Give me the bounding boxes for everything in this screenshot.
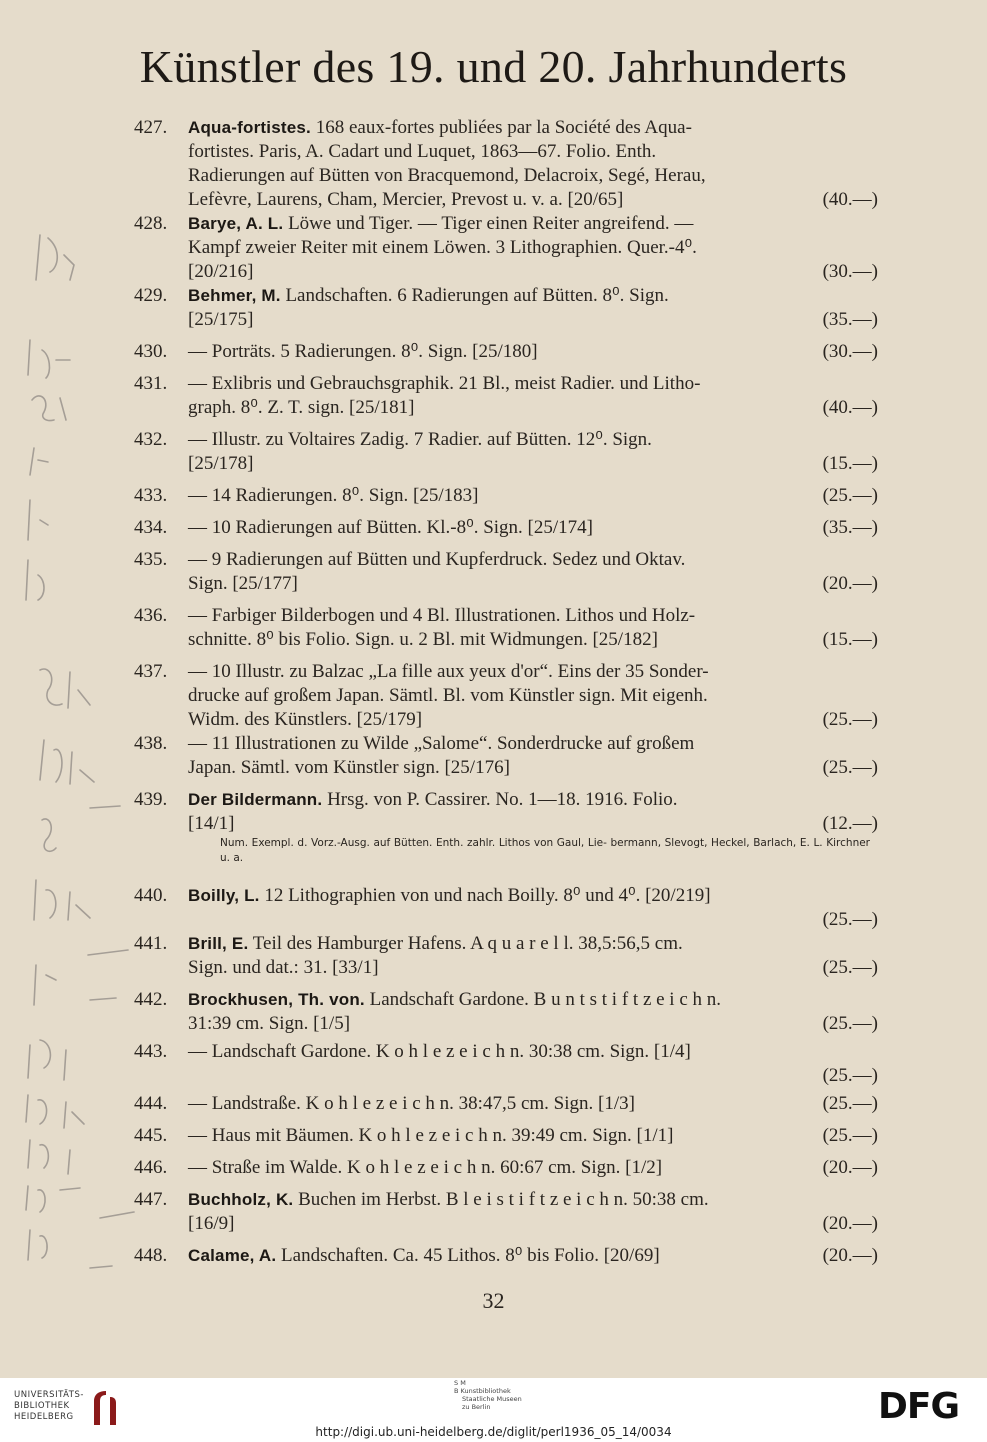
entry-number: 440. [134, 885, 168, 906]
description-text: 168 eaux-fortes publiées par la Société des Aqua- [310, 117, 692, 138]
entry-body [188, 1156, 878, 1180]
entry-line [188, 684, 878, 708]
entry-number: 428. [134, 213, 168, 234]
entry-line [188, 628, 878, 652]
entry-line-text [188, 604, 695, 628]
entry-line-text [188, 452, 253, 476]
entry-line [188, 284, 878, 308]
entry-number: 435. [134, 549, 168, 570]
artist-name: Der Bildermann. [188, 790, 323, 809]
entry-body [188, 1244, 878, 1268]
entry-line-text [188, 788, 678, 812]
library-name-line-2: BIBLIOTHEK [14, 1401, 70, 1411]
library-name-line-3: HEIDELBERG [14, 1412, 74, 1422]
description-text: — Landstraße. K o h l e z e i c h n. 38:47,5 cm. Sign. [1/3] [188, 1093, 635, 1114]
museum-stamp [440, 1379, 560, 1411]
entry-number: 437. [134, 661, 168, 682]
entry-body [188, 548, 878, 596]
entry-body [188, 660, 878, 732]
artist-name: Buchholz, K. [188, 1190, 294, 1209]
description-text: Kampf zweier Reiter mit einem Löwen. 3 Lithographien. Quer.-4⁰. [188, 237, 697, 258]
entry-number: 432. [134, 429, 168, 450]
description-text: — Straße im Walde. K o h l e z e i c h n. 60:67 cm. Sign. [1/2] [188, 1157, 663, 1178]
entry-price: (20.—) [822, 1157, 878, 1178]
entry-line-text [188, 1156, 662, 1180]
description-text: — 10 Radierungen auf Bütten. Kl.-8⁰. Sign. [25/174] [188, 517, 593, 538]
description-text: [16/9] [188, 1213, 235, 1234]
description-text: Landschaften. 6 Radierungen auf Bütten. 8⁰. Sign. [280, 285, 669, 306]
description-text: 31:39 cm. Sign. [1/5] [188, 1013, 351, 1034]
artist-name: Behmer, M. [188, 286, 281, 305]
entry-body [188, 116, 878, 212]
entry-line-text [188, 236, 697, 260]
page-number: 32 [482, 1288, 505, 1313]
entry-line-text [188, 1212, 234, 1236]
entry-price: (25.—) [822, 909, 878, 930]
entry-body [188, 428, 878, 476]
entry-line-text [188, 1244, 660, 1268]
entry-line [188, 340, 878, 364]
entry-price: (25.—) [822, 1093, 878, 1114]
description-text: [14/1] [188, 813, 235, 834]
entry-price: (25.—) [822, 1125, 878, 1146]
entry-line-text [188, 164, 706, 188]
entry-line [188, 428, 878, 452]
entry-line-text [188, 340, 538, 364]
entry-line-text [188, 732, 694, 756]
entry-price: (25.—) [822, 957, 878, 978]
entry-line [188, 484, 878, 508]
artist-name: Barye, A. L. [188, 214, 284, 233]
entry-line-text [188, 684, 708, 708]
entry-line [188, 372, 878, 396]
entry-line [188, 452, 878, 476]
stamp-line-4: zu Berlin [462, 1403, 491, 1411]
description-text: Löwe und Tiger. — Tiger einen Reiter angreifend. — [283, 213, 694, 234]
entry-body [188, 1092, 878, 1116]
entry-line [188, 1012, 878, 1036]
artist-name: Boilly, L. [188, 886, 260, 905]
entry-line-text [188, 628, 658, 652]
entry-number: 445. [134, 1125, 168, 1146]
description-text: Japan. Sämtl. vom Künstler sign. [25/176] [188, 757, 510, 778]
description-text: Landschaft Gardone. B u n t s t i f t z e i c h n. [364, 989, 722, 1010]
description-text: [25/178] [188, 453, 254, 474]
entry-line-text [188, 260, 253, 284]
entry-number: 448. [134, 1245, 168, 1266]
entry-line-text [188, 188, 623, 212]
entry-line [188, 116, 878, 140]
entry-line-text [188, 396, 414, 420]
entry-line [188, 884, 878, 908]
description-text: Sign. und dat.: 31. [33/1] [188, 957, 379, 978]
entry-body [188, 604, 878, 652]
description-text: Landschaften. Ca. 45 Lithos. 8⁰ bis Folio. [20/69] [276, 1245, 660, 1266]
entry-line-text [188, 756, 510, 780]
entry-line-text [188, 1124, 673, 1148]
entry-line-text [188, 884, 711, 908]
entry-price: (12.—) [822, 813, 878, 834]
description-text: 12 Lithographien von und nach Boilly. 8⁰ und 4⁰. [20/219] [259, 885, 711, 906]
entry-line [188, 604, 878, 628]
entry-body [188, 212, 878, 284]
artist-name: Aqua-fortistes. [188, 118, 311, 137]
entry-price: (15.—) [822, 453, 878, 474]
entry-price: (25.—) [822, 485, 878, 506]
entry-line-text [188, 812, 234, 836]
artist-name: Calame, A. [188, 1246, 277, 1265]
entry-line [188, 308, 878, 332]
entry-line-text [188, 116, 692, 140]
entry-line-text [188, 1012, 350, 1036]
entry-number: 430. [134, 341, 168, 362]
entry-line [188, 516, 878, 540]
entry-body [188, 372, 878, 420]
entry-line [188, 956, 878, 980]
entry-number: 429. [134, 285, 168, 306]
source-url-link[interactable]: http://digi.ub.uni-heidelberg.de/diglit/perl1936_05_14/0034 [315, 1425, 672, 1439]
description-text: — 14 Radierungen. 8⁰. Sign. [25/183] [188, 485, 479, 506]
entry-body [188, 1124, 878, 1148]
description-text: graph. 8⁰. Z. T. sign. [25/181] [188, 397, 415, 418]
description-text: Radierungen auf Bütten von Bracquemond, Delacroix, Segé, Herau, [188, 165, 706, 186]
entry-body [188, 484, 878, 508]
entry-line [188, 1244, 878, 1268]
entry-line [188, 212, 878, 236]
entry-line-text [188, 516, 593, 540]
entry-line-text [188, 988, 721, 1012]
entry-price: (35.—) [822, 517, 878, 538]
entry-line-text [188, 956, 379, 980]
description-text: — Landschaft Gardone. K o h l e z e i c h n. 30:38 cm. Sign. [1/4] [188, 1041, 691, 1062]
entry-number: 438. [134, 733, 168, 754]
description-text: Lefèvre, Laurens, Cham, Mercier, Prevost u. v. a. [20/65] [188, 189, 624, 210]
description-text: — Illustr. zu Voltaires Zadig. 7 Radier. auf Bütten. 12⁰. Sign. [188, 429, 652, 450]
entry-number: 434. [134, 517, 168, 538]
entry-body [188, 1188, 878, 1236]
entry-line [188, 812, 878, 836]
entry-line-text [188, 284, 669, 308]
entry-line [188, 1092, 878, 1116]
page-heading: Künstler des 19. und 20. Jahrhunderts [139, 41, 848, 92]
entry-line [188, 188, 878, 212]
description-text: Sign. [25/177] [188, 573, 298, 594]
entry-body [188, 788, 878, 866]
entry-body [188, 516, 878, 540]
description-text: drucke auf großem Japan. Sämtl. Bl. vom Künstler sign. Mit eigenh. [188, 685, 708, 706]
entry-number: 442. [134, 989, 168, 1010]
description-text: — Haus mit Bäumen. K o h l e z e i c h n. 39:49 cm. Sign. [1/1] [188, 1125, 674, 1146]
entry-line [188, 260, 878, 284]
entry-number: 436. [134, 605, 168, 626]
stamp-line-1: S M [454, 1379, 466, 1387]
entry-price: (30.—) [822, 261, 878, 282]
entry-number: 433. [134, 485, 168, 506]
description-text: Buchen im Herbst. B l e i s t i f t z e i c h n. 50:38 cm. [293, 1189, 709, 1210]
entry-line [188, 756, 878, 780]
entry-line-text [188, 428, 652, 452]
artist-name: Brill, E. [188, 934, 249, 953]
entry-price: (20.—) [822, 573, 878, 594]
entry-number: 427. [134, 117, 168, 138]
entry-price: (30.—) [822, 341, 878, 362]
description-text: fortistes. Paris, A. Cadart und Luquet, 1863—67. Folio. Enth. [188, 141, 657, 162]
entry-line [188, 1188, 878, 1212]
artist-name: Brockhusen, Th. von. [188, 990, 365, 1009]
entry-line-text [188, 1188, 709, 1212]
description-text: [20/216] [188, 261, 254, 282]
description-text: — Exlibris und Gebrauchsgraphik. 21 Bl., meist Radier. und Litho- [188, 373, 701, 394]
entry-line-text [188, 140, 656, 164]
description-text: — Porträts. 5 Radierungen. 8⁰. Sign. [25/180] [188, 341, 538, 362]
stamp-line-2: B Kunstbibliothek [454, 1387, 511, 1395]
description-text: — 11 Illustrationen zu Wilde „Salome“. Sonderdrucke auf großem [188, 733, 695, 754]
entry-body [188, 932, 878, 980]
entry-number: 443. [134, 1041, 168, 1062]
entry-line-text [188, 708, 422, 732]
entry-line-text [188, 372, 700, 396]
description-text: — 10 Illustr. zu Balzac „La fille aux yeux d'or“. Eins der 35 Sonder- [188, 661, 709, 682]
entry-line-text [188, 308, 253, 332]
description-text: Teil des Hamburger Hafens. A q u a r e l l. 38,5:56,5 cm. [248, 933, 683, 954]
entry-body [188, 732, 878, 780]
entry-line-text [188, 212, 693, 236]
entry-line [188, 548, 878, 572]
entry-body [188, 284, 878, 332]
entry-price: (40.—) [822, 397, 878, 418]
entry-line-text [188, 548, 685, 572]
description-text: — 9 Radierungen auf Bütten und Kupferdruck. Sedez und Oktav. [188, 549, 686, 570]
entry-number: 431. [134, 373, 168, 394]
entry-price: (20.—) [822, 1245, 878, 1266]
entry-line [188, 732, 878, 756]
entry-body [188, 884, 878, 932]
entry-line-text [188, 1092, 635, 1116]
entry-line [188, 396, 878, 420]
entry-price: (15.—) [822, 629, 878, 650]
entry-body [188, 340, 878, 364]
entry-line [188, 572, 878, 596]
entry-price: (35.—) [822, 309, 878, 330]
entry-line [188, 788, 878, 812]
entry-line [188, 1212, 878, 1236]
entry-number: 447. [134, 1189, 168, 1210]
entry-line [188, 908, 878, 932]
stamp-line-3: Staatliche Museen [462, 1395, 522, 1403]
entry-line [188, 1040, 878, 1064]
description-text: — Farbiger Bilderbogen und 4 Bl. Illustrationen. Lithos und Holz- [188, 605, 696, 626]
entry-price: (40.—) [822, 189, 878, 210]
dfg-logo: DFG [878, 1386, 960, 1427]
entry-number: 444. [134, 1093, 168, 1114]
library-name-line-1: UNIVERSITÄTS- [14, 1390, 84, 1400]
entry-price: (25.—) [822, 1013, 878, 1034]
entry-price: (25.—) [822, 1065, 878, 1086]
entry-line-text [188, 484, 478, 508]
description-text: [25/175] [188, 309, 254, 330]
entry-price: (25.—) [822, 709, 878, 730]
entry-number: 441. [134, 933, 168, 954]
entry-body [188, 1040, 878, 1088]
entry-line [188, 164, 878, 188]
entry-line [188, 236, 878, 260]
description-text: Widm. des Künstlers. [25/179] [188, 709, 423, 730]
entry-price: (25.—) [822, 757, 878, 778]
entry-number: 439. [134, 789, 168, 810]
description-text: schnitte. 8⁰ bis Folio. Sign. u. 2 Bl. mit Widmungen. [25/182] [188, 629, 658, 650]
description-text: Hrsg. von P. Cassirer. No. 1—18. 1916. Folio. [322, 789, 678, 810]
entry-line [188, 932, 878, 956]
entry-line [188, 708, 878, 732]
entry-line-text [188, 572, 298, 596]
entry-note: Num. Exempl. d. Vorz.-Ausg. auf Bütten. Enth. zahlr. Lithos von Gaul, Lie- bermann, Slevogt, Heckel, Barlach, E. L. Kirchner u. a. [220, 837, 870, 864]
entry-line [188, 1156, 878, 1180]
entry-line-text [188, 932, 683, 956]
entry-body [188, 988, 878, 1036]
entry-line [188, 1124, 878, 1148]
entry-line [188, 988, 878, 1012]
entry-line-text [188, 1040, 691, 1064]
entry-number: 446. [134, 1157, 168, 1178]
entry-line [188, 1064, 878, 1088]
entry-line [188, 660, 878, 684]
entry-line [188, 140, 878, 164]
entry-line-text [188, 660, 709, 684]
entry-price: (20.—) [822, 1213, 878, 1234]
